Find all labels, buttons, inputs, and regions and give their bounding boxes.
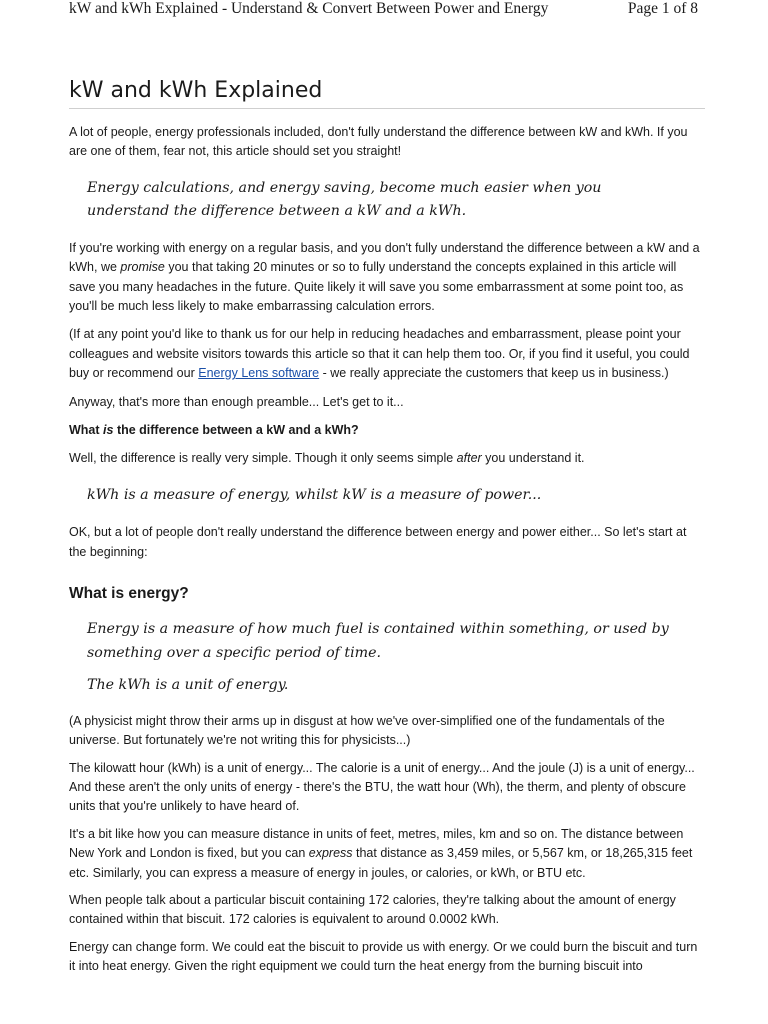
text: you that taking 20 minutes or so to fully understand the concepts explained in this article will save you many headaches in the future. Quite likely it will save you some embarrassment at some point too, as you'll be much less likely to make embarrassing calculation errors. — [69, 260, 684, 314]
emphasis: express — [308, 846, 353, 861]
intro-paragraph: A lot of people, energy professionals included, don't fully understand the difference between kW and kWh. If you are one of them, fear not, this article should set you straight! — [69, 125, 688, 159]
paragraph — [69, 325, 705, 383]
text: It's a bit like how you can measure distance in units of feet, metres, miles, km and so on. The distance between New York and London is fixed, but you can — [69, 826, 684, 861]
pull-quote: Energy is a measure of how much fuel is contained within something, or used by something over a specific period of time. — [87, 621, 669, 661]
text: (If at any point you'd like to thank us for our help in reducing headaches and embarrassment, please point your colleagues and website visitors towards this article so that it can help them too. Or, if you find it useful, you could buy or recommend our — [69, 327, 690, 381]
question-heading — [69, 421, 705, 440]
article-heading: kW and kWh Explained — [69, 76, 705, 109]
emphasis: promise — [120, 260, 165, 275]
paragraph — [69, 239, 705, 317]
text: What — [69, 423, 104, 438]
paragraph: OK, but a lot of people don't really understand the difference between energy and power either... So let's start at the beginning: — [69, 525, 687, 559]
paragraph: (A physicist might throw their arms up in disgust at how we've over-simplified one of the fundamentals of the universe. But fortunately we're not writing this for physicists...) — [69, 713, 665, 748]
emphasis: after — [456, 451, 482, 466]
document-header-title: kW and kWh Explained - Understand & Convert Between Power and Energy — [69, 0, 549, 17]
paragraph — [69, 825, 705, 883]
energy-lens-link[interactable]: Energy Lens software — [198, 366, 320, 381]
paragraph: When people talk about a particular biscuit containing 172 calories, they're talking about the amount of energy contained within that biscuit. 172 calories is equivalent to around 0.0002 kWh. — [69, 892, 676, 927]
section-heading: What is energy? — [69, 585, 189, 603]
paragraph: The kilowatt hour (kWh) is a unit of energy... The calorie is a unit of energy... And the joule (J) is a unit of energy... And these aren't the only units of energy - there's the BTU, the watt hour (Wh), the therm, and plenty of obscure units that you're unlikely to have heard of. — [69, 760, 695, 814]
text: - we really appreciate the customers that keep us in business.) — [319, 366, 669, 381]
text: you understand it. — [481, 451, 585, 466]
paragraph: Anyway, that's more than enough preamble... Let's get to it... — [69, 394, 404, 409]
paragraph: Energy can change form. We could eat the biscuit to provide us with energy. Or we could burn the biscuit and turn it into heat energy. Given the right equipment we could turn the heat energy from the burning biscuit into — [69, 939, 698, 974]
paragraph — [69, 449, 705, 468]
pull-quote: Energy calculations, and energy saving, become much easier when you understand the difference between a kW and a kWh. — [87, 179, 602, 220]
text: Well, the difference is really very simple. Though it only seems simple — [69, 451, 457, 466]
text: the difference between a kW and a kWh? — [113, 423, 359, 438]
text: that distance as 3,459 miles, or 5,567 km, or 18,265,315 feet etc. Similarly, you can express a measure of energy in joules, or calories, or kWh, or BTU etc. — [69, 846, 693, 880]
text: If you're working with energy on a regular basis, and you don't fully understand the difference between a kW and a kWh, we — [69, 240, 700, 275]
page-number: Page 1 of 8 — [627, 0, 698, 17]
article-body — [69, 76, 705, 977]
pull-quote: kWh is a measure of energy, whilst kW is a measure of power... — [87, 486, 542, 503]
pull-quote: The kWh is a unit of energy. — [87, 677, 289, 694]
emphasis: is — [103, 423, 114, 438]
